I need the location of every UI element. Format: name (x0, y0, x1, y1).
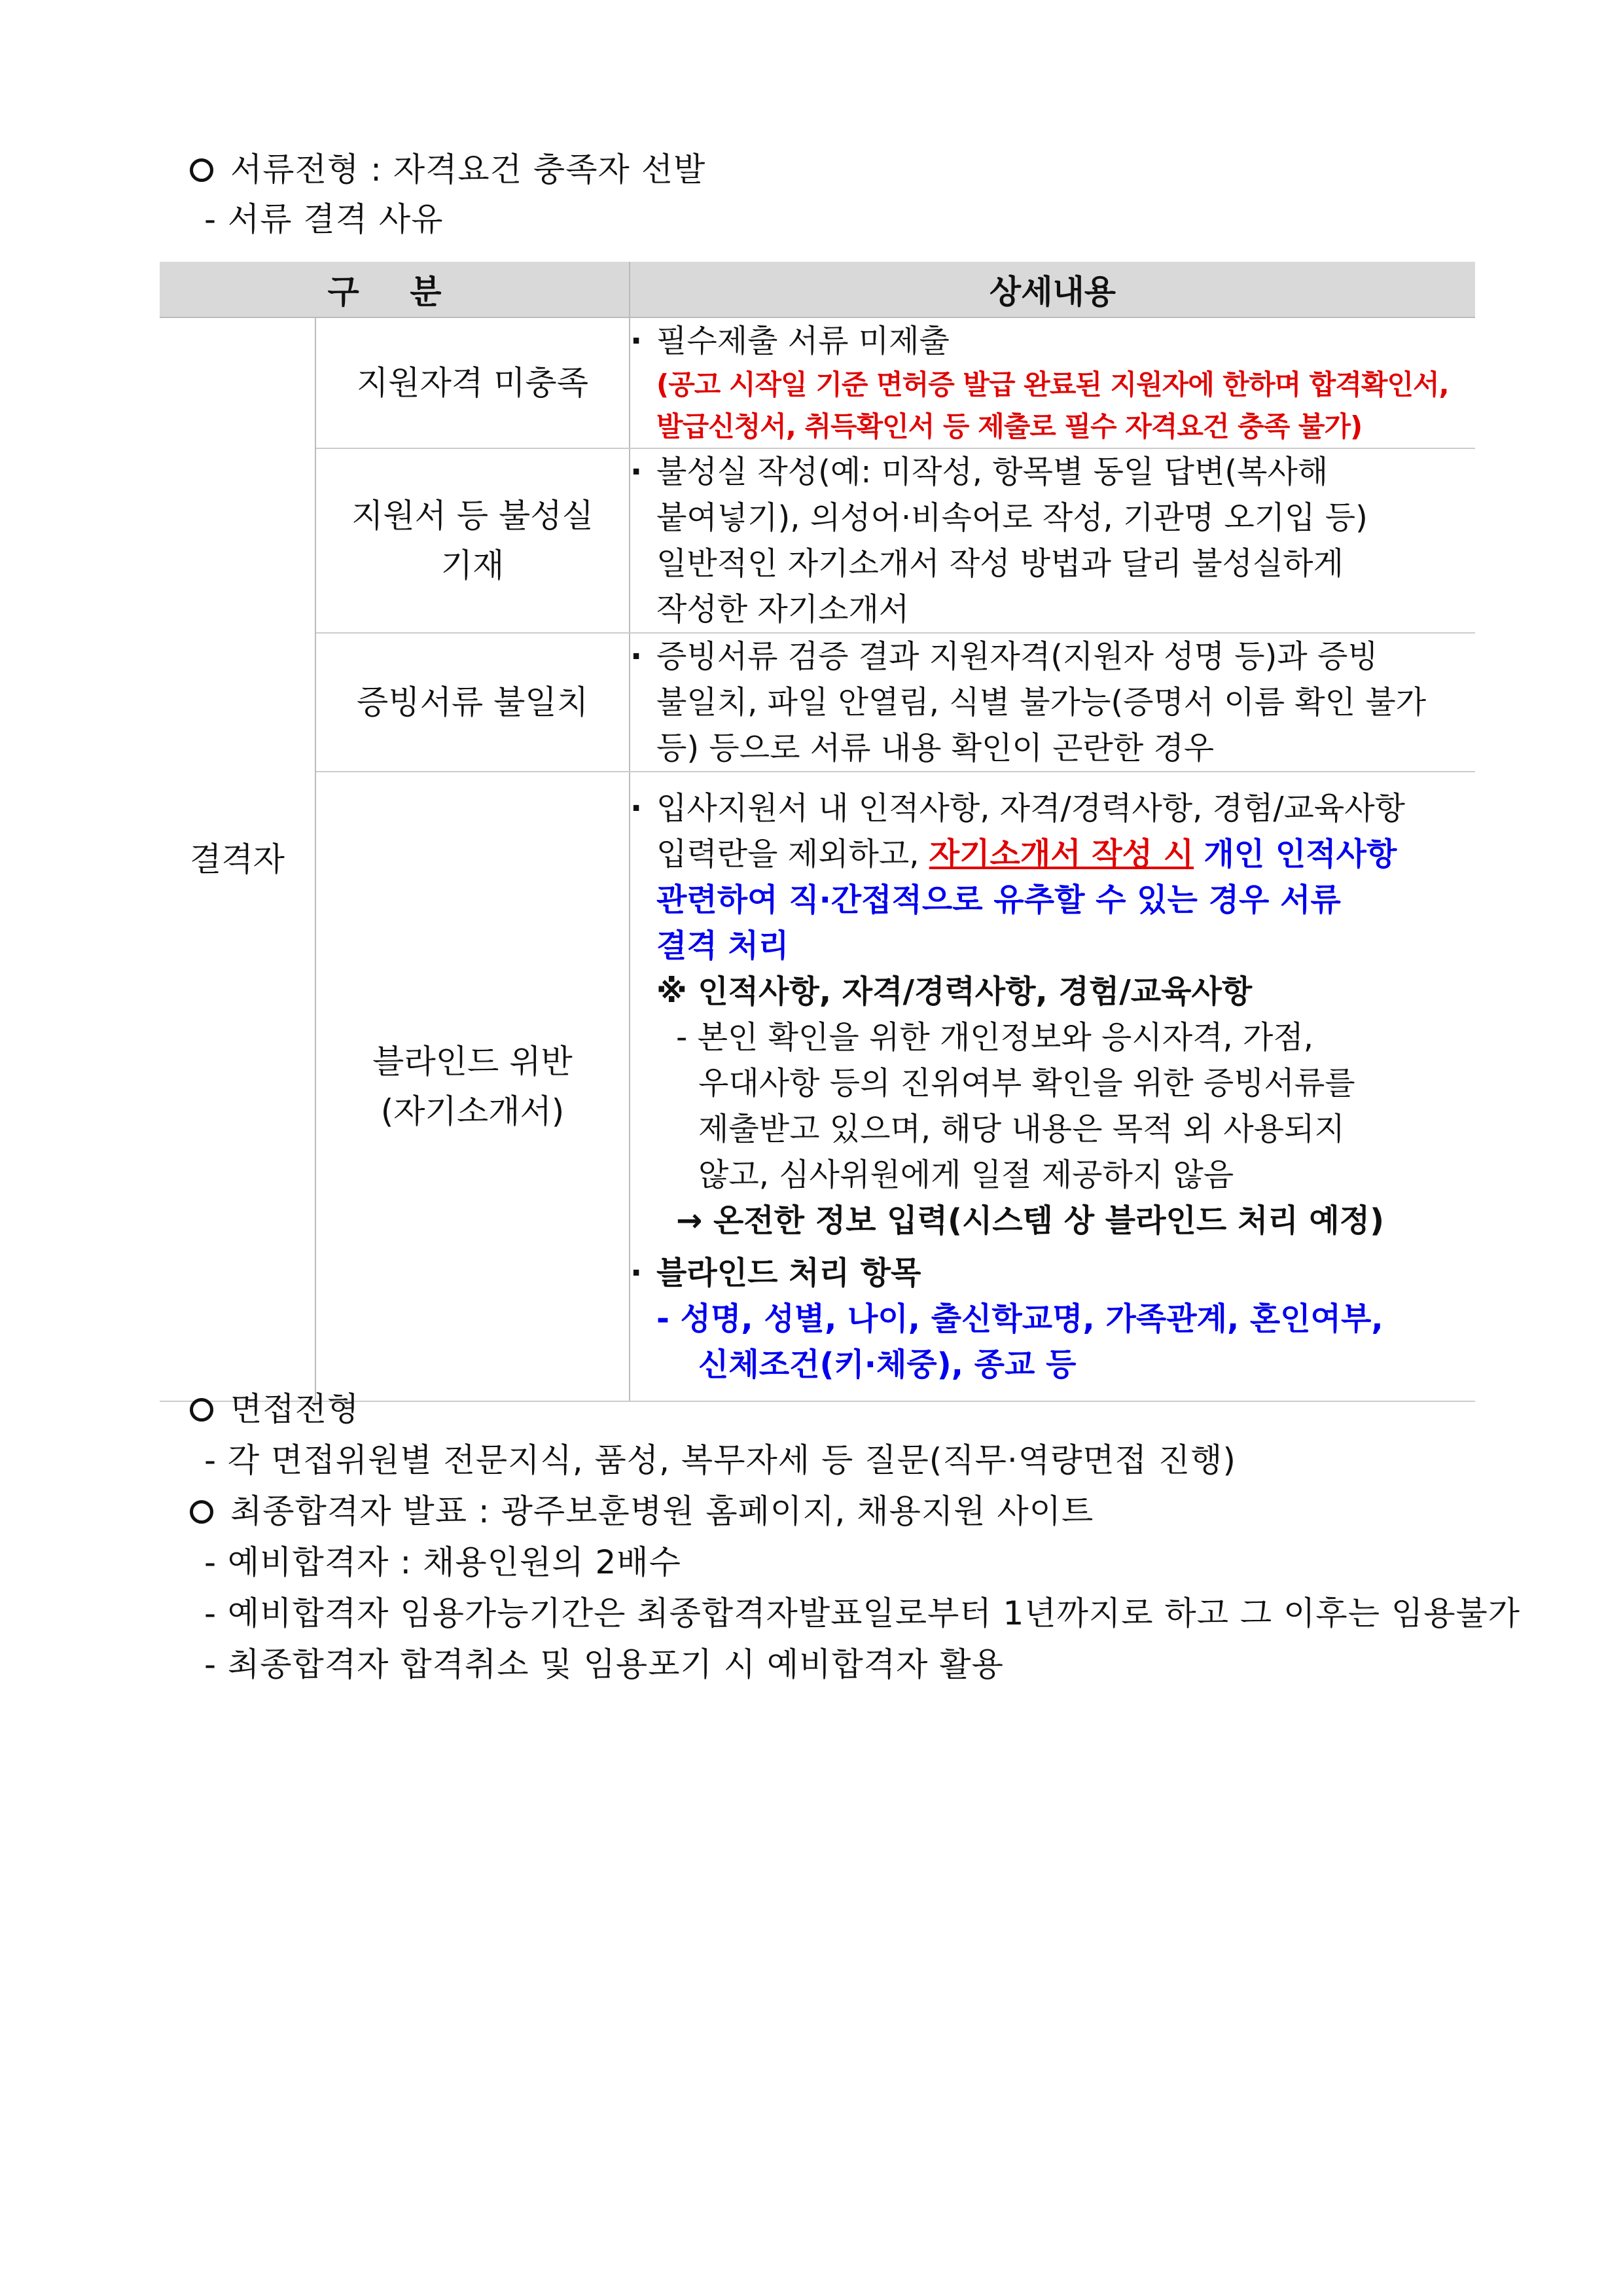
detail-line: · 불성실 작성(예: 미작성, 항목별 동일 답변(복사해 (630, 449, 1475, 495)
screening-heading: 서류전형 : 자격요건 충족자 선발 (190, 149, 705, 190)
detail-line-mixed: 입력란을 제외하고, 자기소개서 작성 시 개인 인적사항 (656, 836, 1397, 872)
table-row (160, 317, 1475, 448)
row-label-line: 블라인드 위반 (372, 1043, 573, 1081)
final-heading: 최종합격자 발표 : 광주보훈병원 홈페이지, 채용지원 사이트 (190, 1491, 1094, 1532)
blind-items-heading: · 블라인드 처리 항목 (630, 1250, 1475, 1296)
interview-heading: 면접전형 (190, 1389, 359, 1429)
interview-detail: - 각 면접위원별 전문지식, 품성, 복무자세 등 질문(직무·역량면접 진행) (204, 1441, 1236, 1479)
detail-line-blue: 결격 처리 (656, 927, 789, 964)
row-details (630, 448, 1475, 633)
table-row (160, 448, 1475, 633)
row-label-line: (자기소개서) (380, 1092, 565, 1130)
row-label (315, 772, 630, 1401)
main-category-cell (160, 317, 315, 1401)
detail-line: 않고, 심사위원에게 일절 제공하지 않음 (698, 1157, 1234, 1193)
table-header-row (160, 262, 1475, 317)
detail-note-red: (공고 시작일 기준 면허증 발급 완료된 지원자에 한하며 합격확인서, (656, 368, 1449, 401)
final-item: - 최종합격자 합격취소 및 임용포기 시 예비합격자 활용 (204, 1645, 1004, 1683)
detail-line: 제출받고 있으며, 해당 내용은 목적 외 사용되지 (698, 1111, 1345, 1147)
row-details (630, 633, 1475, 772)
detail-line: · 필수제출 서류 미제출 (630, 318, 1475, 364)
row-label-line: 기재 (440, 547, 505, 584)
detail-line: 불일치, 파일 안열림, 식별 불가능(증명서 이름 확인 불가 (656, 684, 1427, 721)
self-intro-highlight: 자기소개서 작성 시 (929, 836, 1194, 872)
circle-bullet-icon (190, 1500, 213, 1524)
row-label: 증빙서류 불일치 (315, 633, 630, 772)
detail-note-red: 발급신청서, 취득확인서 등 제출로 필수 자격요건 충족 불가) (656, 410, 1363, 442)
row-label-line: 지원서 등 불성실 (351, 497, 594, 535)
row-label (315, 448, 630, 633)
blind-items-line: - 성명, 성별, 나이, 출신학교명, 가족관계, 혼인여부, (656, 1300, 1383, 1337)
detail-line: · 입사지원서 내 인적사항, 자격/경력사항, 경험/교육사항 (630, 785, 1475, 831)
arrow-note: → 온전한 정보 입력(시스템 상 블라인드 처리 예정) (676, 1202, 1385, 1239)
reference-note: ※ 인적사항, 자격/경력사항, 경험/교육사항 (656, 973, 1253, 1010)
table-row (160, 633, 1475, 772)
header-category: 구 분 (160, 262, 630, 317)
header-details: 상세내용 (630, 262, 1475, 317)
final-item: - 예비합격자 임용가능기간은 최종합격자발표일로부터 1년까지로 하고 그 이후는 임용불가 (204, 1594, 1521, 1632)
disqualification-table (160, 262, 1475, 1402)
circle-bullet-icon (190, 158, 213, 182)
detail-line: 붙여넣기), 의성어·비속어로 작성, 기관명 오기입 등) (656, 499, 1368, 536)
fail-reasons-subheading: - 서류 결격 사유 (204, 200, 444, 238)
detail-line: 등) 등으로 서류 내용 확인이 곤란한 경우 (656, 730, 1215, 766)
table-row (160, 772, 1475, 1401)
detail-line: 우대사항 등의 진위여부 확인을 위한 증빙서류를 (698, 1065, 1355, 1102)
final-item: - 예비합격자 : 채용인원의 2배수 (204, 1543, 681, 1581)
row-details (630, 317, 1475, 448)
detail-line: · 증빙서류 검증 결과 지원자격(지원자 성명 등)과 증빙 (630, 634, 1475, 679)
detail-line: 작성한 자기소개서 (656, 591, 910, 628)
row-label: 지원자격 미충족 (315, 317, 630, 448)
main-category-label: 결격자 (190, 840, 285, 878)
detail-line: - 본인 확인을 위한 개인정보와 응시자격, 가점, (676, 1019, 1314, 1056)
circle-bullet-icon (190, 1398, 213, 1422)
detail-line: 일반적인 자기소개서 작성 방법과 달리 불성실하게 (656, 545, 1344, 582)
blind-items-line: 신체조건(키·체중), 종교 등 (698, 1346, 1077, 1383)
detail-line-blue: 관련하여 직·간접적으로 유추할 수 있는 경우 서류 (656, 882, 1341, 918)
row-details (630, 772, 1475, 1401)
